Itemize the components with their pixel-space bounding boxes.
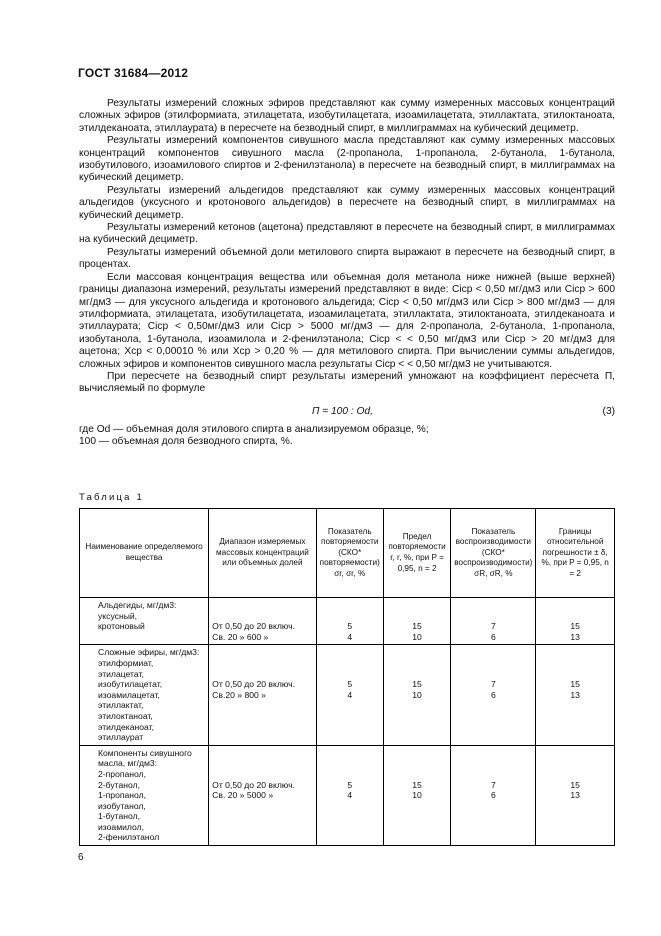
- cell-line: [320, 769, 380, 780]
- cell-line: [212, 647, 312, 658]
- table-cell-err: [536, 598, 615, 645]
- cell-line: [539, 647, 611, 658]
- cell-line: этилацетат,: [98, 668, 144, 679]
- cell-line: 5: [347, 621, 353, 632]
- cell-line: [387, 769, 448, 780]
- cell-line: [454, 748, 532, 759]
- cell-line: 5: [347, 779, 353, 790]
- column-header: Предел повторяемости r, r, %, при P = 0,95, n = 2: [383, 509, 451, 598]
- cell-line: [539, 758, 611, 769]
- cell-line: этилоктаноат,: [98, 710, 153, 721]
- formula-number: (3): [602, 405, 615, 417]
- cell-line: изоамилацетат,: [98, 689, 160, 700]
- cell-line: 7: [490, 621, 496, 632]
- cell-line: [539, 748, 611, 759]
- cell-line: изобутилацетат,: [98, 679, 163, 690]
- cell-line: 2-пропанол,: [98, 768, 147, 779]
- cell-line: этиллактат,: [98, 700, 144, 711]
- cell-line: этилдеканоат,: [98, 721, 154, 732]
- cell-line: [387, 658, 448, 669]
- cell-line: [454, 611, 532, 622]
- cell-line: Компоненты сивушного: [98, 747, 192, 758]
- table-cell-lim: [383, 645, 451, 745]
- cell-line: 15: [412, 621, 422, 632]
- cell-line: [539, 669, 611, 680]
- cell-line: [212, 600, 312, 611]
- table-cell-rep: [316, 645, 383, 745]
- data-table: [79, 508, 615, 846]
- column-header: Наименование определяемого вещества: [80, 509, 209, 598]
- table-cell-repro: [451, 745, 536, 845]
- cell-line: этиллаурат: [98, 732, 144, 743]
- cell-line: 10: [412, 790, 422, 801]
- table-row: [80, 645, 615, 745]
- cell-line: [212, 669, 312, 680]
- formula-line: [79, 400, 615, 424]
- table-cell-err: [536, 745, 615, 845]
- cell-line: 15: [570, 621, 580, 632]
- cell-line: [454, 600, 532, 611]
- cell-line: кротоновый: [98, 621, 145, 632]
- cell-line: [539, 658, 611, 669]
- table-caption: Таблица 1: [79, 492, 144, 503]
- page-number: 6: [78, 852, 84, 863]
- cell-line: [320, 600, 380, 611]
- table-cell-rep: [316, 598, 383, 645]
- cell-line: [320, 647, 380, 658]
- cell-line: [387, 647, 448, 658]
- cell-line: 6: [490, 631, 496, 642]
- cell-line: 4: [347, 790, 353, 801]
- where-line: 100 — объемная доля безводного спирта, %.: [79, 436, 293, 448]
- table-cell-name: [80, 598, 209, 645]
- cell-line: 7: [490, 679, 496, 690]
- cell-line: 10: [412, 689, 422, 700]
- cell-line: [539, 611, 611, 622]
- cell-line: От 0,50 до 20 включ.: [212, 621, 295, 632]
- cell-line: 7: [490, 779, 496, 790]
- table-cell-range: [209, 598, 316, 645]
- paragraph: При пересчете на безводный спирт результаты измерений умножают на коэффициент пересчета П, вычисляемый по формуле: [79, 370, 615, 395]
- cell-line: 15: [412, 679, 422, 690]
- table-cell-lim: [383, 745, 451, 845]
- cell-line: 2-бутанол,: [98, 779, 141, 790]
- cell-line: 15: [570, 679, 580, 690]
- cell-line: [454, 658, 532, 669]
- cell-line: 1-пропанол,: [98, 790, 147, 801]
- cell-line: 4: [347, 689, 353, 700]
- paragraph: Результаты измерений альдегидов представляют как сумму измеренных массовых концентраций альдегидов (уксусного и кротонового альдегидов) в пересчете на безводный спирт, в миллиграммах на кубический дециметр.: [79, 184, 615, 221]
- paragraph: Если массовая концентрация вещества или объемная доля метанола ниже нижней (выше верхней) границы диапазона измерений, результаты измерений представляют в виде: Cicp < 0,50 мг/дм3 или Cicp > 600 мг/дм3 — для уксусного альдегида и кротонового альдегида; Cicp < 0,50 мг/дм3 или Cicp > 800 мг/дм3 — для этилформиата, этилацетата, изобутилацетата, изоамилацетата, этиллактата, этилоктаноата, этилдеканоата и этиллаурата; Cicp < 0,50мг/дм3 или Cicp > 5000 мг/дм3 — для 2-пропанола, 2-бутанола, 1-пропанола, изобутанола, 1-бутанола, изоамилола и 2-фенилэтанола; Cicp < < 0,50 мг/дм3 или Cicp > 20 мг/дм3 для ацетона; Xср < 0,00010 % или Xср > 0,20 % — для метилового спирта. При вычислении суммы альдегидов, сложных эфиров и компонентов сивушного масла результаты Cicp < < 0,50 мг/дм3 не учитываются.: [79, 271, 615, 370]
- table-cell-repro: [451, 598, 536, 645]
- cell-line: 15: [412, 779, 422, 790]
- table-cell-repro: [451, 645, 536, 745]
- cell-line: 6: [490, 689, 496, 700]
- cell-line: 13: [570, 631, 580, 642]
- cell-line: 1-бутанол,: [98, 811, 141, 822]
- cell-line: 10: [412, 631, 422, 642]
- paragraph: Результаты измерений сложных эфиров представляют как сумму измеренных массовых концентраций сложных эфиров (этилформиата, этилацетата, изобутилацетата, изоамилацетата, этиллактата, этилоктаноата, этилдеканоата, этиллаурата) в пересчете на безводный спирт, в миллиграммах на кубический дециметр.: [79, 98, 615, 134]
- body-text: [79, 98, 615, 449]
- cell-line: Сложные эфиры, мг/дм3:: [98, 647, 200, 658]
- cell-line: [212, 611, 312, 622]
- table-cell-name: [80, 645, 209, 745]
- table-row: [80, 598, 615, 645]
- cell-line: [320, 611, 380, 622]
- cell-line: 2-фенилэтанол: [98, 832, 160, 843]
- cell-line: этилформиат,: [98, 657, 154, 668]
- cell-line: [387, 611, 448, 622]
- cell-line: [387, 669, 448, 680]
- table-cell-name: [80, 745, 209, 845]
- cell-line: [454, 669, 532, 680]
- cell-line: [320, 669, 380, 680]
- paragraph: Результаты измерений компонентов сивушного масла представляют как сумму измеренных массовых концентраций компонентов сивушного масла (2-пропанола, 1-пропанола, 2-бутанола, 1-бутанола, изобутилового, изоамилового спиртов и 2-фенилэтанола) в пересчете на безводный спирт, в миллиграммах на кубический дециметр.: [79, 135, 615, 184]
- cell-line: [539, 769, 611, 780]
- cell-line: Св. 20 » 600 »: [212, 631, 269, 642]
- where-line: где Оd — объемная доля этилового спирта в анализируемом образце, %;: [79, 423, 429, 435]
- cell-line: изобутанол,: [98, 800, 146, 811]
- cell-line: масла, мг/дм3:: [98, 758, 158, 769]
- cell-line: 5: [347, 679, 353, 690]
- table-cell-lim: [383, 598, 451, 645]
- cell-line: уксусный,: [98, 610, 138, 621]
- cell-line: 15: [570, 779, 580, 790]
- column-header: Границы относительной погрешности ± δ, %, при P = 0,95, n = 2: [536, 509, 615, 598]
- formula: П = 100 : Оd,: [312, 405, 373, 417]
- table-cell-rep: [316, 745, 383, 845]
- cell-line: [387, 600, 448, 611]
- cell-line: [212, 748, 312, 759]
- cell-line: От 0,50 до 20 включ.: [212, 779, 295, 790]
- column-header: Показатель повторяемости (СКО* повторяемости) σr, σr, %: [316, 509, 383, 598]
- cell-line: [212, 658, 312, 669]
- cell-line: Альдегиды, мг/дм3:: [98, 600, 177, 610]
- table-header-row: [80, 509, 615, 598]
- cell-line: От 0,50 до 20 включ.: [212, 679, 295, 690]
- cell-line: [454, 758, 532, 769]
- cell-line: Св.20 » 800 »: [212, 689, 266, 700]
- column-header: Диапазон измеряемых массовых концентраций или объемных долей: [209, 509, 316, 598]
- cell-line: [387, 758, 448, 769]
- table-cell-err: [536, 645, 615, 745]
- cell-line: 6: [490, 790, 496, 801]
- cell-line: 4: [347, 631, 353, 642]
- table-cell-range: [209, 745, 316, 845]
- cell-line: [387, 748, 448, 759]
- cell-line: 13: [570, 689, 580, 700]
- cell-line: изоамилол,: [98, 821, 145, 832]
- document-header: ГОСТ 31684—2012: [78, 66, 189, 80]
- cell-line: [539, 600, 611, 611]
- cell-line: [320, 658, 380, 669]
- paragraph: Результаты измерений кетонов (ацетона) представляют в пересчете на безводный спирт, в миллиграммах на кубический дециметр.: [79, 222, 615, 246]
- cell-line: [454, 647, 532, 658]
- cell-line: [212, 769, 312, 780]
- cell-line: [454, 769, 532, 780]
- cell-line: [320, 758, 380, 769]
- cell-line: [320, 748, 380, 759]
- cell-line: [212, 758, 312, 769]
- column-header: Показатель воспроизводимости (СКО* воспроизводимости) σR, σR, %: [451, 509, 536, 598]
- table-row: [80, 745, 615, 845]
- cell-line: 13: [570, 790, 580, 801]
- paragraph: Результаты измерений объемной доли метилового спирта выражают в пересчете на безводный спирт, в процентах.: [79, 246, 615, 271]
- table-cell-range: [209, 645, 316, 745]
- cell-line: Св. 20 » 5000 »: [212, 790, 274, 801]
